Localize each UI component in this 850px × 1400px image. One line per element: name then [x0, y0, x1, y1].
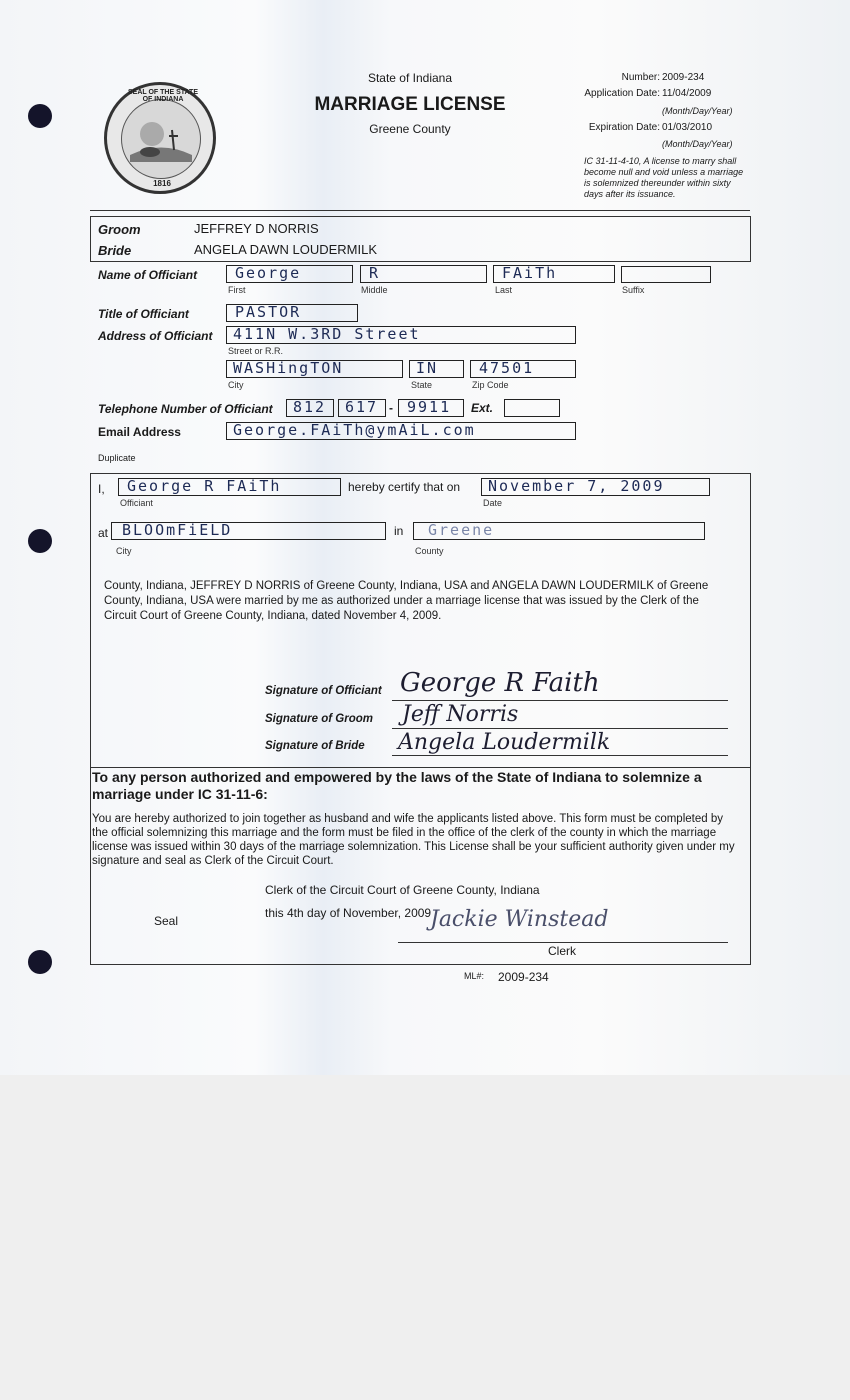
county-name: Greene County	[369, 122, 451, 136]
officiant-last-field[interactable]	[493, 265, 615, 283]
marriage-county-label: County	[415, 546, 444, 556]
zip-label: Zip Code	[472, 380, 509, 390]
in-label: in	[394, 524, 404, 538]
officiant-address-label: Address of Officiant	[98, 329, 213, 343]
certificate-body: County, Indiana, JEFFREY D NORRIS of Greene County, Indiana, USA and ANGELA DAWN LOUDERMILK of Greene County, Indiana, USA were married by me as authorized under a marriage license that was issued by the Clerk of the Circuit Court of Greene County, Indiana, dated November 4, 2009.	[104, 580, 709, 622]
email-field[interactable]	[226, 422, 576, 440]
page-title: MARRIAGE LICENSE	[314, 94, 506, 115]
last-label: Last	[495, 285, 513, 295]
phone-area-field[interactable]	[286, 399, 334, 417]
state-value: IN	[416, 359, 439, 377]
zip-field[interactable]	[470, 360, 576, 378]
marriage-city-field[interactable]	[111, 522, 386, 540]
clerk-label: Clerk	[548, 944, 577, 958]
city-value: WASHingTON	[233, 359, 344, 377]
statute-note: IC 31-11-4-10, A license to marry shall become null and void unless a marriage is solemnized thereunder within sixty days after its issuance.	[584, 156, 744, 199]
city-label: City	[228, 380, 244, 390]
issue-date-line: this 4th day of November, 2009	[265, 906, 432, 920]
bride-name: ANGELA DAWN LOUDERMILK	[194, 242, 378, 257]
binder-hole-middle	[28, 529, 52, 553]
seal-ring-text: SEAL OF THE STATE OF INDIANA	[127, 89, 198, 103]
officiant-last-value: FAiTh	[502, 264, 558, 282]
couple-section	[90, 216, 751, 262]
email-value: George.FAiTh@ymAiL.com	[233, 421, 476, 439]
certifying-officiant-value: George R FAiTh	[127, 477, 282, 495]
seal-year: 1816	[153, 179, 171, 188]
authorization-body: You are hereby authorized to join together as husband and wife the applicants listed above. This form must be completed by the official solemnizing this marriage and the form must be filed in the office of the clerk of the county in which the marriage license was issued within 30 days of the marriage solemnization. This License shall be your sufficient authority given under my signature and seal as Clerk of the Circuit Court.	[92, 813, 735, 867]
clerk-signature-line	[398, 942, 728, 943]
officiant-name-label: Name of Officiant	[98, 268, 198, 282]
clerk-line: Clerk of the Circuit Court of Greene County, Indiana	[265, 883, 540, 897]
email-label: Email Address	[98, 425, 181, 439]
application-date-label: Application Date:	[584, 88, 660, 99]
groom-signature: Jeff Norris	[402, 702, 519, 727]
state-seal	[104, 82, 216, 194]
bride-signature-line	[392, 755, 728, 756]
authorization-heading: To any person authorized and empowered by the laws of the State of Indiana to solemnize a marriage under IC 31-11-6:	[92, 769, 702, 802]
officiant-signature-label: Signature of Officiant	[265, 685, 382, 697]
first-label: First	[228, 285, 246, 295]
street-field[interactable]	[226, 326, 576, 344]
phone-line-value: 9911	[407, 398, 452, 416]
at-label: at	[98, 526, 109, 540]
officiant-label: Officiant	[120, 498, 153, 508]
marriage-county-field[interactable]	[413, 522, 705, 540]
state-name: State of Indiana	[367, 71, 453, 85]
officiant-first-field[interactable]	[226, 265, 353, 283]
ml-number: 2009-234	[498, 970, 549, 984]
state-label: State	[411, 380, 433, 390]
application-date-format: (Month/Day/Year)	[662, 106, 733, 116]
officiant-middle-value: R	[369, 264, 381, 282]
phone-area-value: 812	[293, 398, 327, 416]
binder-hole-bottom	[28, 950, 52, 974]
officiant-first-value: George	[235, 264, 302, 282]
binder-hole-top	[28, 104, 52, 128]
middle-label: Middle	[361, 285, 388, 295]
seal-scene-icon	[122, 100, 200, 178]
officiant-title-label: Title of Officiant	[98, 307, 189, 321]
officiant-title-field[interactable]	[226, 304, 358, 322]
phone-prefix-field[interactable]	[338, 399, 386, 417]
clerk-signature: Jackie Winstead	[430, 907, 609, 932]
officiant-suffix-field[interactable]	[621, 266, 711, 283]
number-label: Number:	[621, 72, 660, 83]
marriage-city-label: City	[116, 546, 132, 556]
groom-label: Groom	[98, 222, 141, 237]
seal-label: Seal	[154, 914, 179, 928]
duplicate-label: Duplicate	[98, 453, 136, 463]
groom-signature-label: Signature of Groom	[265, 713, 373, 725]
officiant-signature-line	[392, 700, 728, 701]
expiration-date: 01/03/2010	[662, 122, 713, 133]
groom-name: JEFFREY D NORRIS	[194, 221, 319, 236]
ext-label: Ext.	[471, 401, 494, 415]
bride-label: Bride	[98, 243, 132, 258]
expiration-date-format: (Month/Day/Year)	[662, 139, 733, 149]
officiant-middle-field[interactable]	[360, 265, 487, 283]
application-date: 11/04/2009	[662, 88, 712, 99]
phone-line-field[interactable]	[398, 399, 464, 417]
header-divider	[90, 210, 750, 211]
certify-text: hereby certify that on	[348, 480, 461, 494]
bride-signature: Angela Loudermilk	[398, 730, 611, 755]
seal-emblem	[121, 99, 201, 179]
date-label: Date	[483, 498, 503, 508]
zip-value: 47501	[479, 359, 535, 377]
i-label: I,	[98, 482, 105, 496]
license-number: 2009-234	[662, 72, 705, 83]
phone-label: Telephone Number of Officiant	[98, 402, 273, 416]
officiant-title-value: PASTOR	[235, 303, 302, 321]
certifying-officiant-field[interactable]	[118, 478, 341, 496]
street-value: 411N W.3RD Street	[233, 325, 421, 343]
state-field[interactable]	[409, 360, 464, 378]
marriage-date-value: November 7, 2009	[488, 477, 665, 495]
authorization-divider	[90, 767, 751, 768]
marriage-date-field[interactable]	[481, 478, 710, 496]
phone-ext-field[interactable]	[504, 399, 560, 417]
phone-prefix-value: 617	[345, 398, 379, 416]
suffix-label: Suffix	[622, 285, 645, 295]
bride-signature-label: Signature of Bride	[265, 740, 365, 752]
groom-signature-line	[392, 728, 728, 729]
ml-label: ML#:	[464, 971, 485, 981]
phone-dash: -	[389, 401, 393, 415]
officiant-signature: George R Faith	[400, 668, 600, 698]
expiration-date-label: Expiration Date:	[588, 122, 660, 133]
city-field[interactable]	[226, 360, 403, 378]
street-label: Street or R.R.	[228, 346, 284, 356]
marriage-city-value: BLOOmFiELD	[122, 521, 233, 539]
marriage-county-value: Greene	[428, 521, 495, 539]
